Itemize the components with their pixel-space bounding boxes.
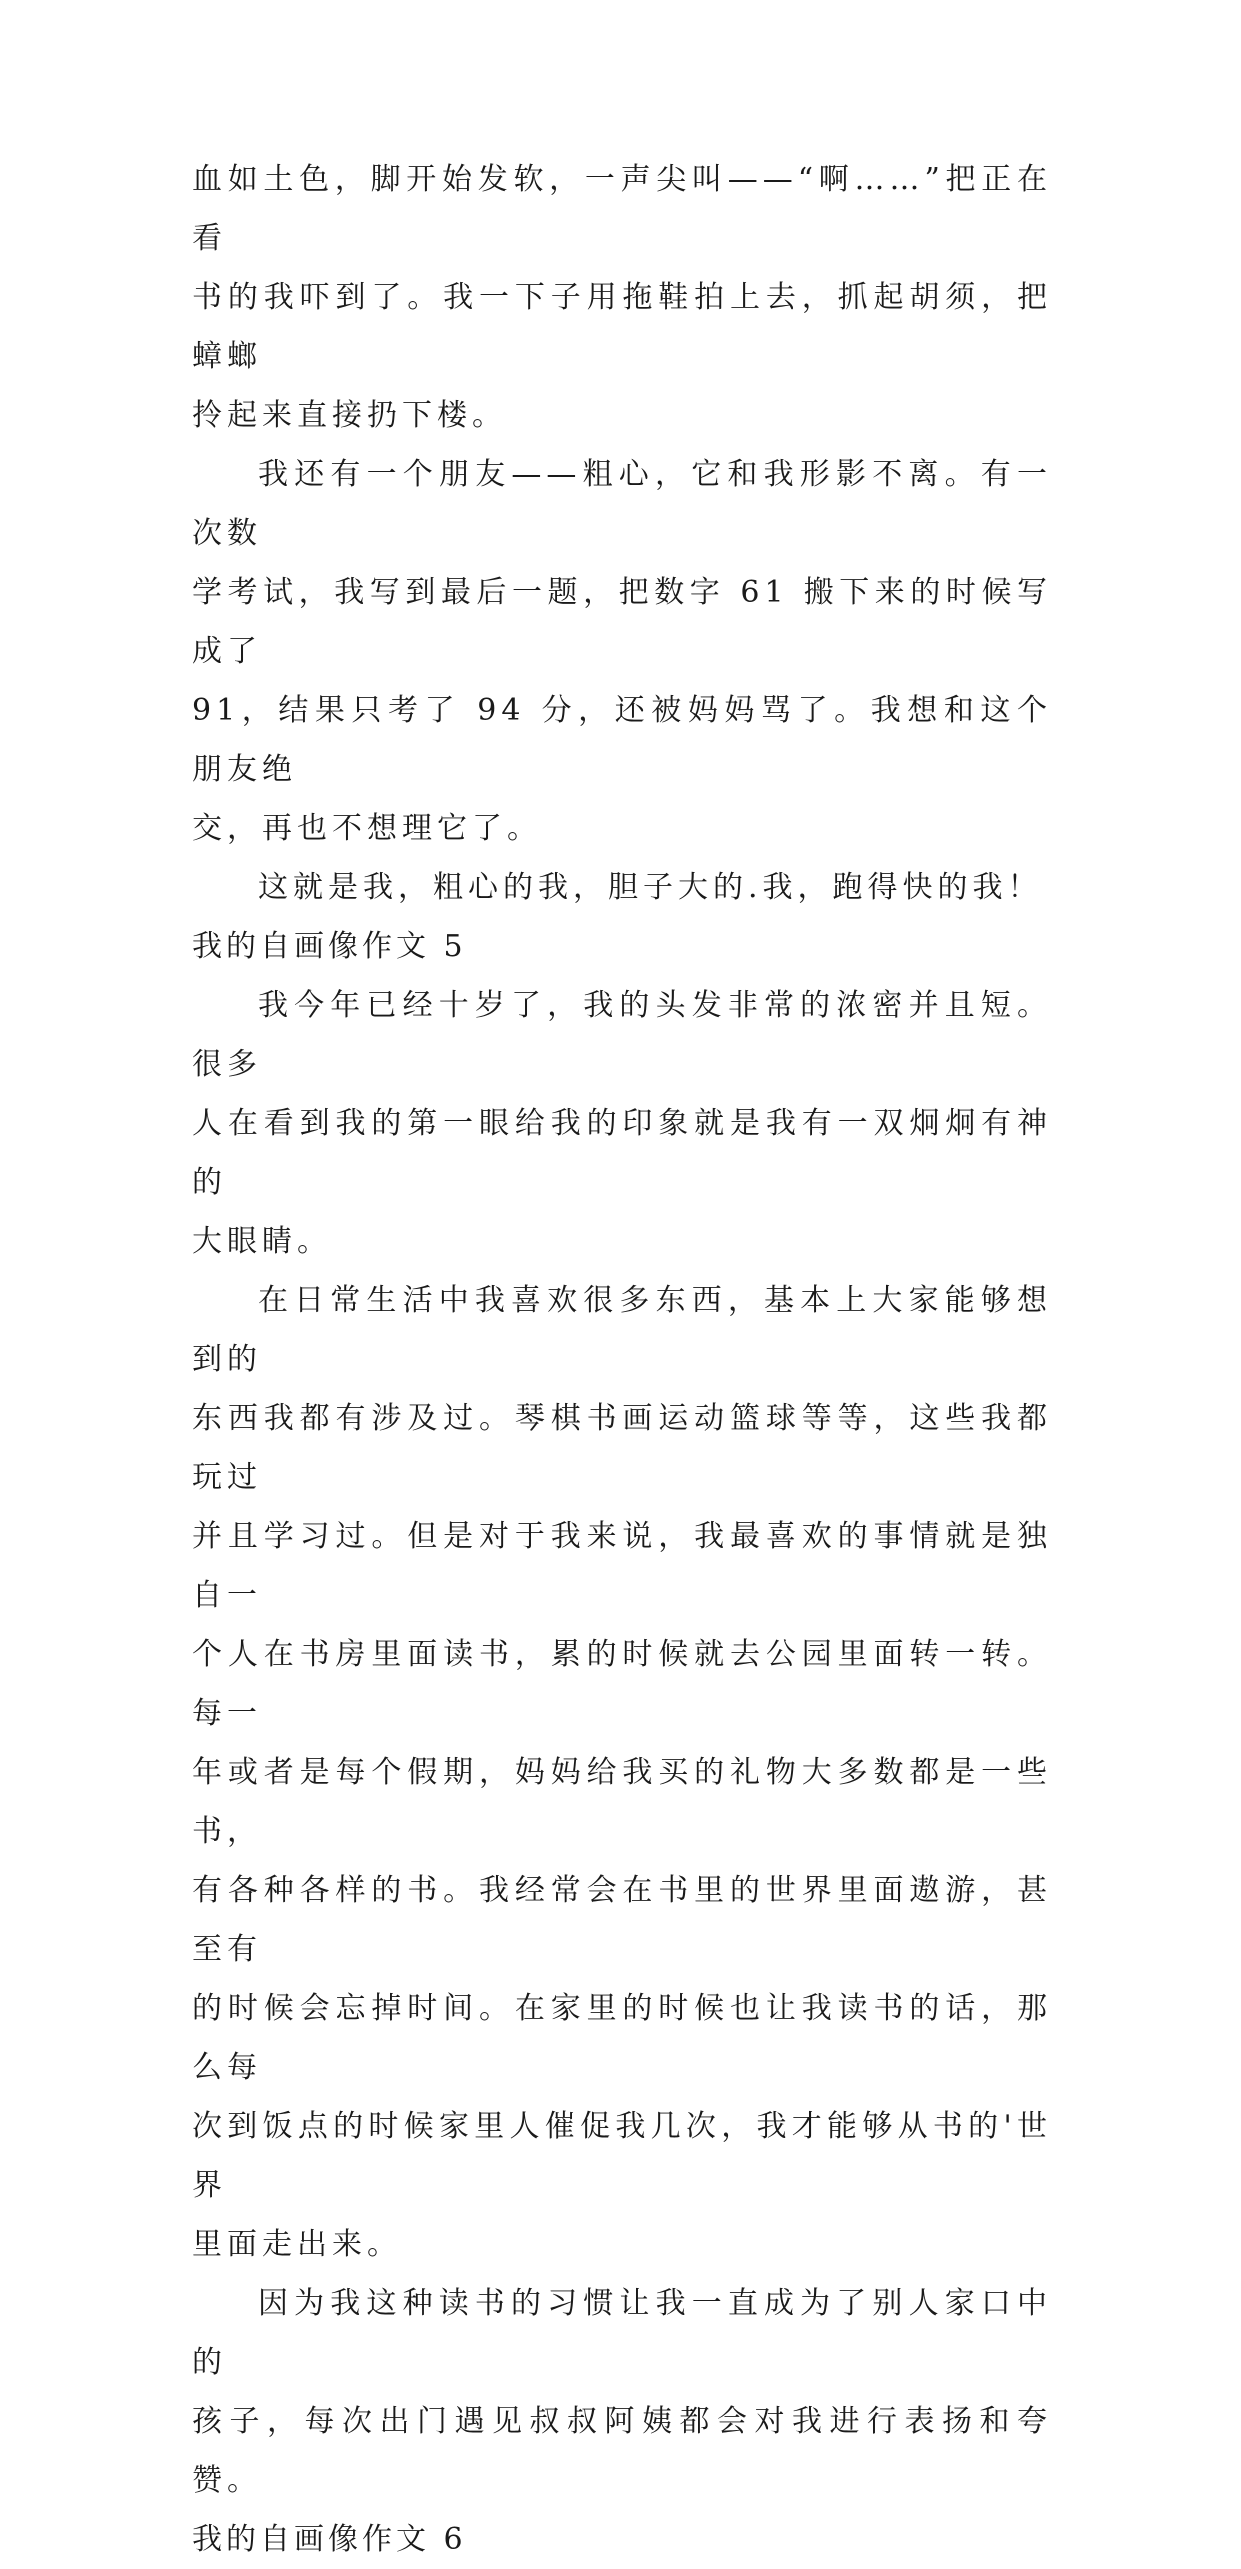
text-line: 91，结果只考了 94 分，还被妈妈骂了。我想和这个朋友绝 <box>192 693 1052 787</box>
text-line: 拎起来直接扔下楼。 <box>192 398 507 433</box>
text-line: 血如土色，脚开始发软，一声尖叫——“啊……”把正在看 <box>192 162 1052 256</box>
text-line: 次到饭点的时候家里人催促我几次，我才能够从书的'世界 <box>192 2109 1052 2203</box>
heading-text: 我的自画像作文 6 <box>192 2522 467 2557</box>
text-line: 人在看到我的第一眼给我的印象就是我有一双炯炯有神的 <box>192 1106 1052 1200</box>
text-line: 这就是我，粗心的我，胆子大的.我，跑得快的我！ <box>258 870 1043 905</box>
text-line: 孩子，每次出门遇见叔叔阿姨都会对我进行表扬和夸赞。 <box>192 2404 1052 2498</box>
text-line: 我还有一个朋友——粗心，它和我形影不离。有一次数 <box>192 457 1052 551</box>
text-line: 交，再也不想理它了。 <box>192 811 542 846</box>
heading-text: 我的自画像作文 5 <box>192 929 467 964</box>
paragraph-cockroach-ending <box>192 150 1052 445</box>
text-line: 里面走出来。 <box>192 2227 402 2262</box>
text-line: 的时候会忘掉时间。在家里的时候也让我读书的话，那么每 <box>192 1991 1052 2085</box>
text-line: 年或者是每个假期，妈妈给我买的礼物大多数都是一些书， <box>192 1755 1052 1849</box>
text-line: 书的我吓到了。我一下子用拖鞋拍上去，抓起胡须，把蟑螂 <box>192 280 1052 374</box>
text-line: 大眼睛。 <box>192 1224 332 1259</box>
document-body <box>192 150 1052 2569</box>
text-line: 学考试，我写到最后一题，把数字 61 搬下来的时候写成了 <box>192 575 1052 669</box>
text-line: 个人在书房里面读书，累的时候就去公园里面转一转。每一 <box>192 1637 1052 1731</box>
text-line: 因为我这种读书的习惯让我一直成为了别人家口中的 <box>192 2286 1052 2380</box>
paragraph-intro-self <box>192 976 1052 1271</box>
text-line: 东西我都有涉及过。琴棋书画运动篮球等等，这些我都玩过 <box>192 1401 1052 1495</box>
paragraph-hobbies <box>192 1271 1052 2274</box>
essay-heading-6 <box>192 2510 1052 2569</box>
text-line: 在日常生活中我喜欢很多东西，基本上大家能够想到的 <box>192 1283 1052 1377</box>
text-line: 我今年已经十岁了，我的头发非常的浓密并且短。很多 <box>192 988 1052 1082</box>
paragraph-reading-habit <box>192 2274 1052 2510</box>
text-line: 并且学习过。但是对于我来说，我最喜欢的事情就是独自一 <box>192 1519 1052 1613</box>
essay-heading-5 <box>192 917 1052 976</box>
text-line: 有各种各样的书。我经常会在书里的世界里面遨游，甚至有 <box>192 1873 1052 1967</box>
paragraph-conclusion <box>192 858 1052 917</box>
paragraph-careless-friend <box>192 445 1052 858</box>
